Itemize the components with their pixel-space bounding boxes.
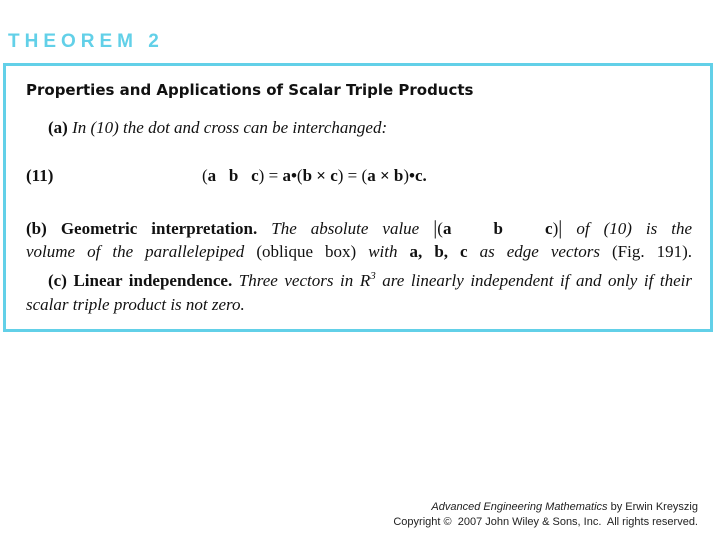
eq-equals-1: = — [264, 166, 283, 185]
space-symbol: R — [359, 271, 371, 290]
part-b-vectors: a, b, c — [409, 242, 468, 261]
space-exponent: 3 — [370, 270, 376, 282]
part-c-text-2: are linearly independent if and only if their scalar triple product is not zero. — [26, 271, 692, 314]
eq-period: . — [422, 166, 427, 185]
eq-term1-dot: • — [290, 166, 297, 185]
part-c-marker: (c) — [48, 271, 67, 290]
part-a-marker: (a) — [48, 118, 68, 137]
equation-11 — [202, 165, 427, 187]
abs-vectors: a b c — [442, 219, 553, 238]
part-c-text-1: Three vectors in — [238, 271, 354, 290]
book-author: by Erwin Kreyszig — [610, 501, 698, 513]
part-b-text-2: of (10) is the — [576, 219, 693, 238]
theorem-title: Properties and Applications of Scalar Triple Products — [26, 81, 474, 99]
part-b-text-4: (oblique box) — [256, 242, 357, 261]
part-a — [48, 117, 387, 139]
abs-paren-open: ( — [437, 219, 443, 238]
theorem-label: THEOREM 2 — [8, 31, 164, 52]
eq-term1-close: ) — [337, 166, 344, 185]
part-b-line-2 — [26, 240, 692, 264]
eq-term1-cross: b × c — [302, 166, 338, 185]
part-b-text-6: as edge vectors — [479, 242, 600, 261]
part-b-text-3: volume of the parallelepiped — [26, 242, 245, 261]
eq-lhs-open: ( — [202, 166, 208, 185]
equation-number: (11) — [26, 166, 54, 185]
part-b-text-5: with — [368, 242, 398, 261]
eq-term1-a: a — [282, 166, 291, 185]
part-c-space — [360, 271, 376, 290]
abs-bar-close: | — [558, 217, 563, 239]
eq-term2-dot: • — [409, 166, 415, 185]
eq-term2-c: c — [414, 166, 423, 185]
part-b-figure-ref: (Fig. 191). — [612, 242, 693, 261]
abs-bar-open: | — [433, 217, 438, 239]
eq-term2-open: ( — [361, 166, 368, 185]
eq-term1-open: ( — [296, 166, 303, 185]
eq-term2-cross: a × b — [367, 166, 404, 185]
part-b-heading: Geometric interpretation. — [60, 219, 258, 238]
part-a-text: In (10) the dot and cross can be interchanged: — [72, 118, 388, 137]
copyright-footer — [393, 500, 698, 530]
footer-line-1 — [393, 500, 698, 515]
book-title: Advanced Engineering Mathematics — [431, 501, 608, 513]
part-c-heading: Linear independence. — [73, 271, 233, 290]
eq-equals-2: = — [343, 166, 362, 185]
eq-lhs-vectors: a b c — [207, 166, 259, 185]
eq-lhs-close: ) — [258, 166, 265, 185]
part-b-marker: (b) — [26, 219, 47, 238]
eq-term2-close: ) — [403, 166, 410, 185]
part-b-abs-expr — [433, 219, 562, 238]
part-c — [26, 269, 692, 317]
part-b-line-1 — [26, 216, 692, 241]
copyright-notice: Copyright © 2007 John Wiley & Sons, Inc. All rights reserved. — [393, 516, 698, 528]
abs-paren-close: ) — [552, 219, 559, 238]
part-b-text-1: The absolute value — [271, 219, 420, 238]
